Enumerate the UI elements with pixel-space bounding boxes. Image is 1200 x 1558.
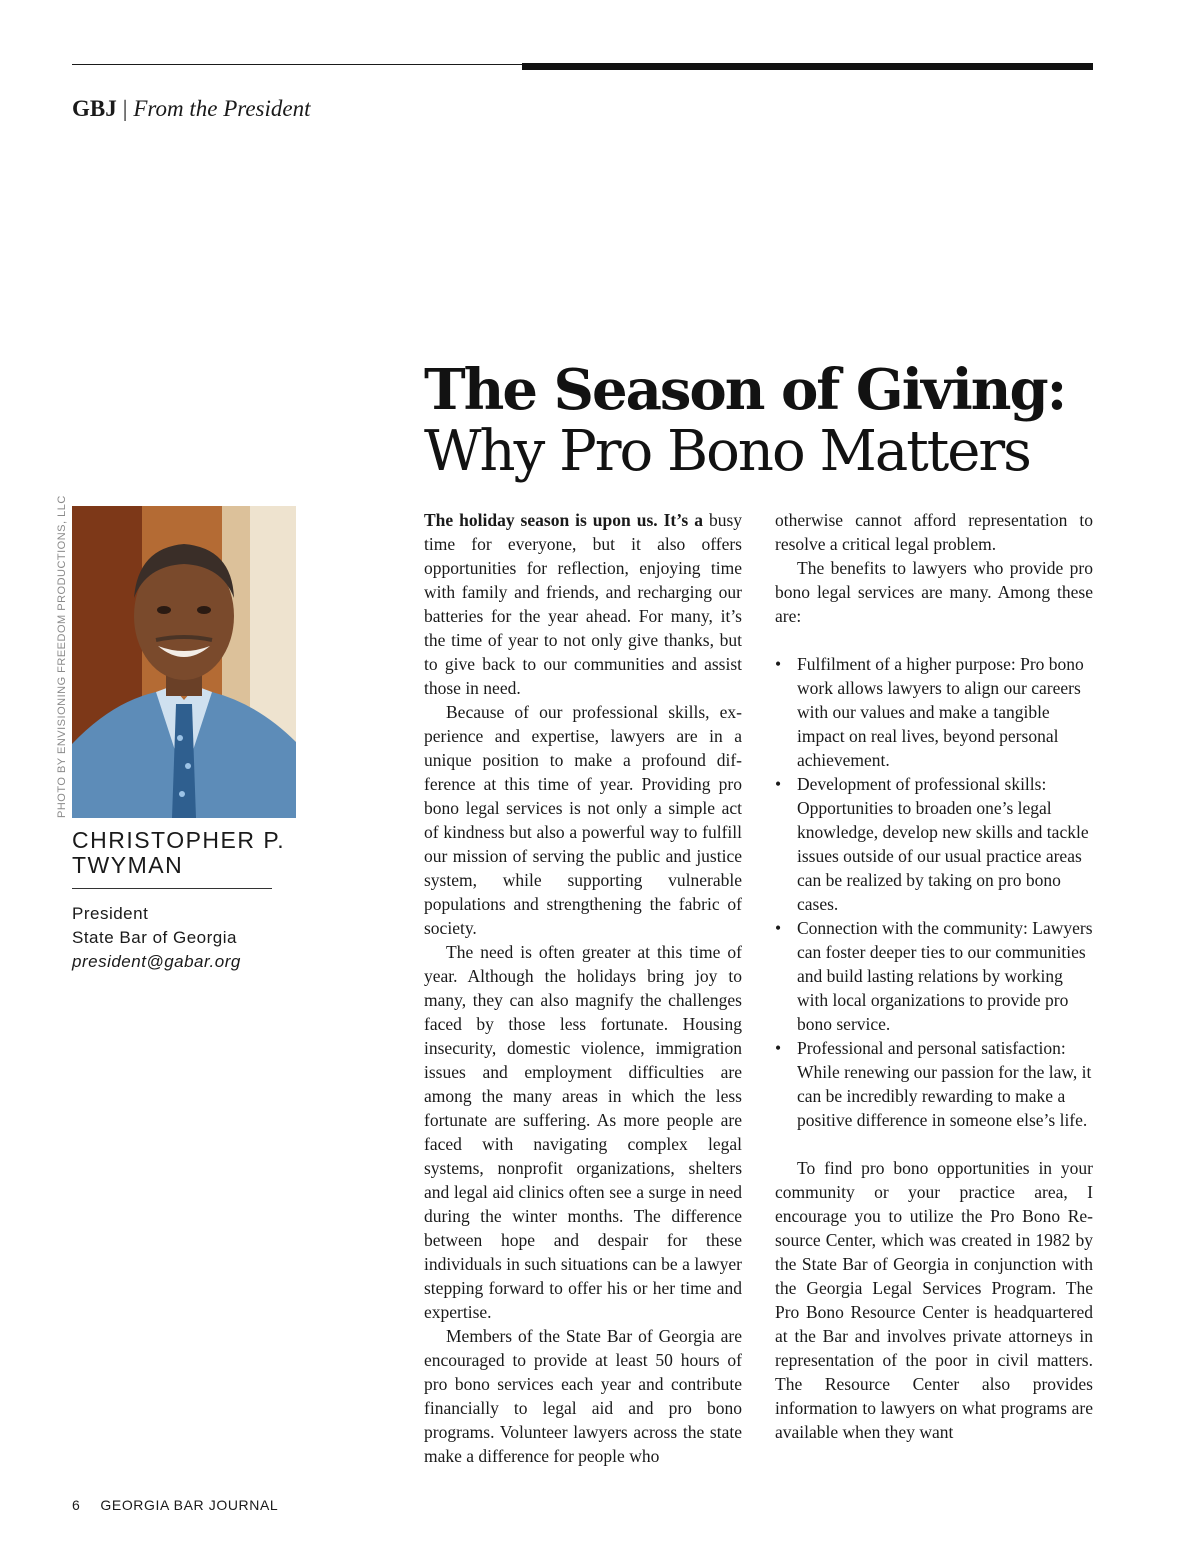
page-footer bbox=[72, 1497, 278, 1513]
article-column-left bbox=[424, 508, 742, 1468]
article-paragraph-1 bbox=[424, 508, 742, 700]
benefits-list-item: • Connection with the community: Lawyers can foster deeper ties to our communities and build lasting relations by working with local organizations to provide pro bono service. bbox=[775, 916, 1093, 1036]
article-paragraph-4: Members of the State Bar of Georgia are encouraged to provide at least 50 hours of pro bono services each year and contribute financially to legal aid and pro bono programs. Volunteer lawyers across the state make a difference for people who bbox=[424, 1326, 742, 1466]
paragraph-gap bbox=[775, 1132, 1093, 1156]
author-details bbox=[72, 902, 241, 974]
article-paragraph-3: The need is often greater at this time of year. Although the holidays bring joy to many, they can also magnify the challenges faced by those less fortunate. Housing insecurity, domestic violence, immigration issues and employment difficulties are among the many areas in which the less fortunate are suffering. As more people are faced with navigating complex legal systems, nonprofit organizations, shelters and legal aid clinics often see a surge in need during the winter months. The difference between hope and despair for these individuals in such situations can be a lawyer stepping forward to offer his or her time and expertise. bbox=[424, 942, 742, 1322]
article-headline bbox=[424, 357, 1066, 484]
article-lead-in: The holiday season is upon us. It’s a bbox=[424, 510, 703, 530]
author-name-line-1: CHRISTOPHER P. bbox=[72, 827, 286, 853]
header-separator: | bbox=[122, 96, 128, 121]
benefits-list-item: • Professional and personal satisfaction: While renewing our passion for the law, it can be incredibly rewarding to make a positive difference in someone else’s life. bbox=[775, 1036, 1093, 1132]
journal-abbrev: GBJ bbox=[72, 96, 117, 121]
author-portrait bbox=[72, 506, 296, 818]
article-column-right bbox=[775, 508, 1093, 1444]
article-paragraph-5: The benefits to lawyers who provide pro bono legal services are many. Among these are: bbox=[775, 558, 1093, 626]
section-title: From the President bbox=[133, 96, 311, 121]
benefits-list-item: • Development of professional skills: Opportunities to broaden one’s legal knowledge, develop new skills and tackle issues outside of our usual practice areas can be realized by taking on pro bono cases. bbox=[775, 772, 1093, 916]
article-paragraph-2: Because of our professional skills, experience and expertise, lawyers are in a unique position to make a profound difference at this time of year. Providing pro bono legal services is not only a simple act of kindness but also a powerful way to fulfill our mission of serving the public and justice system, while supporting vulnerable populations and strengthening the fabric of society. bbox=[424, 702, 742, 938]
portrait-illustration bbox=[72, 506, 296, 818]
author-organization: State Bar of Georgia bbox=[72, 928, 237, 947]
author-title: President bbox=[72, 904, 149, 923]
author-name bbox=[72, 828, 285, 878]
header-rule-thick bbox=[522, 63, 1093, 70]
article-paragraph-6: To find pro bono opportunities in your community or your practice area, I encourage you to utilize the Pro Bono Resource Center, which was created in 1982 by the State Bar of Georgia in conjunction with the Georgia Legal Services Program. The Pro Bono Resource Center is headquartered at the Bar and involves private attorneys in representation of the poor in civil matters. The Resource Center also provides information to lawyers on what programs are available when they want bbox=[775, 1158, 1093, 1442]
article-paragraph-4-continued: otherwise cannot afford representation to resolve a critical legal problem. bbox=[775, 510, 1093, 554]
photo-credit: PHOTO BY ENVISIONING FREEDOM PRODUCTIONS, LLC bbox=[56, 495, 68, 818]
headline-line-2: Why Pro Bono Matters bbox=[424, 419, 1030, 484]
author-name-line-2: TWYMAN bbox=[72, 852, 184, 878]
header-rule-thin bbox=[72, 64, 524, 65]
author-divider bbox=[72, 888, 272, 889]
paragraph-gap bbox=[775, 628, 1093, 652]
benefits-list-item: • Fulfilment of a higher purpose: Pro bono work allows lawyers to align our careers with our values and make a tangible impact on real lives, beyond personal achievement. bbox=[775, 652, 1093, 772]
article-paragraph-1-text: busy time for everyone, but it also offers opportunities for reflection, enjoying time with family and friends, and recharging our batteries for the year ahead. For many, it’s the time of year to not only give thanks, but to give back to our communities and assist those in need. bbox=[424, 510, 743, 698]
benefits-list bbox=[775, 652, 1093, 1132]
author-email[interactable]: president@gabar.org bbox=[72, 952, 241, 971]
page-number: 6 bbox=[72, 1497, 81, 1513]
page-header bbox=[72, 96, 311, 122]
publication-name: GEORGIA BAR JOURNAL bbox=[100, 1497, 279, 1513]
headline-line-1: The Season of Giving: bbox=[424, 357, 1066, 423]
